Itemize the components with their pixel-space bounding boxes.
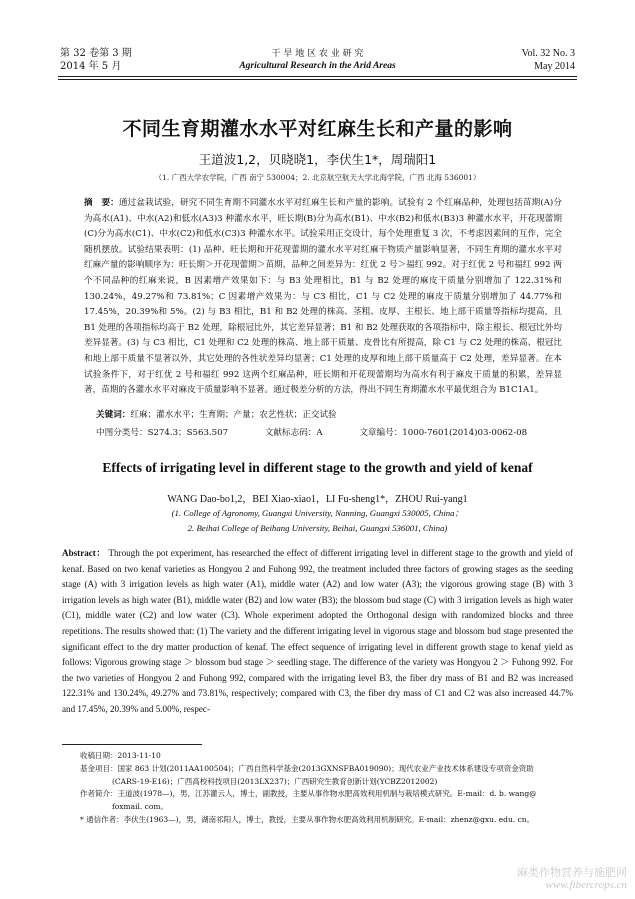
- date-cn: 2014 年 5 月: [60, 61, 122, 72]
- author-bio: 作者简介：王道波(1978—)，男，江苏灌云人，博士，副教授，主要从事作物水肥高效利用机制与栽培模式研究。E-mail：d. b. wang@: [80, 789, 537, 799]
- volume-issue-en: Vol. 32 No. 3: [521, 48, 575, 59]
- header-rule-thin: [58, 79, 577, 80]
- authors-cn: 王道波1,2，贝晓晓1，李伏生1*，周瑞阳1: [198, 152, 437, 167]
- abstract-cn-label: 摘 要：: [84, 198, 119, 208]
- affiliation-en-2: 2. Beihai College of Beihang University, Beihai, Guangxi 536001, China): [187, 523, 448, 533]
- classification-cn: [96, 426, 566, 438]
- corresponding-author: * 通信作者：李伏生(1963—)，男，湖南祁阳人，博士，教授，主要从事作物水肥高效利用机制研究。E-mail：zhenz@gxu. edu. cn。: [80, 814, 535, 824]
- paper-title-cn: 不同生育期灌水水平对红麻生长和产量的影响: [122, 118, 513, 140]
- date-en: May 2014: [534, 61, 575, 72]
- authors-en: WANG Dao-bo1,2，BEI Xiao-xiao1，LI Fu-sheng1*，ZHOU Rui-yang1: [167, 494, 468, 505]
- watermark-url: www.fibercrops.cn: [545, 879, 627, 891]
- abstract-cn: [84, 196, 562, 399]
- footnote-rule: [62, 744, 202, 745]
- clc-number: 中图分类号：S274.3；S563.507: [96, 428, 229, 438]
- abstract-cn-text: 通过盆栽试验，研究不同生育期不同灌水水平对红麻生长和产量的影响。试验有 2 个红麻品种，处理包括苗期(A)分为高水(A1)、中水(A2)和低水(A3)3 种灌水水平，旺长期(B)分为高水(B1)、中水(B2)和低水(B3)3 种灌水水平，开花现蕾期(C)分为高水(C1)、中水(C2)和低水(C3)3 种灌水水平。试验采用正交设计，每个处理重复 3 次，不考虑因素间的互作，完全随机摆放。试验结果表明：(1) 品种、旺长期和开花现蕾期的灌水水平对红麻干物质产量影响显著，不同生育期的灌水水平对红麻产量的影响顺序为：旺长期＞开花现蕾期＞苗期，品种之间差异为：红优 2 号＞福红 992。对于红优 2 号和福红 992 两个不同品种的红麻来说，B 因素增产效果如下：与 B3 处理相比，B1 与 B2 处理的麻皮干质量分别增加了 122.31%和 130.24%，49.27%和 73.81%；C 因素增产效果为：与 C3 相比，C1 与 C2 处理的麻皮干质量分别增加了 44.77%和 17.45%，20.39%和 5%。(2) 与 B3 相比，B1 和 B2 处理的株高、茎粗、皮厚、主根长、地上部干质量等指标均提高，且 B1 处理的各项指标均高于 B2 处理，除根冠比外，其它差异显著；B1 和 B2 处理获取的各项指标中，除主根长、根冠比外均差异显著。(3) 与 C3 相比，C1 处理和 C2 处理的株高、地上部干质量、皮骨比有所提高，除 C1 与 C2 处理的株高、根冠比和地上部干质量不显著以外，其它处理的各性状差异均显著；C1 处理的皮厚和地上部干质量高于 C2 处理，差异显著。在本试验条件下，对于红优 2 号和福红 992 这两个红麻品种，旺长期和开花现蕾期均为高水有利于麻皮干质量的积累，差异显著，苗期的各灌水水平对麻皮干质量影响不显著。通过极差分析的方法，得出不同生育期灌水水平最优组合为 B1C1A1。: [84, 198, 562, 396]
- paper-title-en: Effects of irrigating level in different stage to the growth and yield of kenaf: [102, 460, 533, 475]
- watermark-cn: 麻类作物营养与施肥网: [517, 866, 627, 879]
- author-bio-cont: foxmail. com。: [112, 802, 168, 812]
- journal-name-cn: 干 旱 地 区 农 业 研 究: [271, 49, 364, 59]
- abstract-en-label: Abstract：: [62, 548, 106, 558]
- watermark: [517, 866, 627, 892]
- affiliations-cn: （1. 广西大学农学院，广西 南宁 530004；2. 北京航空航天大学北海学院，广西 北海 536001）: [154, 173, 481, 182]
- received-date: 收稿日期：2013-11-10: [80, 751, 161, 760]
- header-rule-thick: [58, 76, 577, 77]
- fund-info: 基金项目：国家 863 计划(2011AA100504)；广西自然科学基金(2013GXNSFBA019090)；现代农业产业技术体系建设专项资金资助: [80, 763, 534, 773]
- abstract-en-text: Through the pot experiment, has researched the effect of different irrigating level in different stage to the growth and yield of kenaf. Based on two kenaf varieties as Hongyou 2 and Fuhong 992, the treatment included three factors of growing stages as the seeding stage (A) with 3 irrigation levels as high water (A1), middle water (A2) and low water (A3); the vigorous growing stage (B) with 3 irrigation levels as high water (B1), middle water (B2) and low water (B3); the blossom bud stage (C) with 3 irrigation levels as high water (C1), middle water (C2) and low water (C3). Whole experiment adopted the Orthogonal design with randomized blocks and three repetitions. The results showed that: (1) The variety and the different irrigating level in vigorous stage and blossom bud stage presented the significant effect to the dry matter production of kenaf. The effect sequence of irrigating level in different growth stage to kenaf yield as follows: Vigorous growing stage ＞ blossom bud stage ＞ seedling stage. The difference of the variety was Hongyou 2 ＞ Fuhong 992. For the two varieties of Hongyou 2 and Fuhong 992, compared with the irrigating level B3, the fiber dry mass of B1 and B2 was increased 122.31% and 130.24%, 49.27% and 73.81%, respectively; compared with C3, the fiber dry mass of C1 and C2 was also increased 44.7% and 17.45%, 20.39% and 5.00%, respec-: [62, 548, 574, 714]
- fund-info-cont: (CARS-19-E16)；广西高校科技项目(2013LX237)；广西研究生教育创新计划(YCBZ2012002): [112, 776, 438, 786]
- affiliation-en-1: (1. College of Agronomy, Guangxi University, Nanning, Guangxi 530005, China；: [171, 508, 464, 518]
- volume-issue-cn: 第 32 卷第 3 期: [60, 48, 132, 59]
- keywords-cn-text: 红麻；灌水水平；生育期；产量；农艺性状；正交试验: [130, 410, 337, 420]
- article-number: 文章编号：1000-7601(2014)03-0062-08: [359, 428, 528, 438]
- footnotes: [80, 750, 575, 827]
- journal-name-en: Agricultural Research in the Arid Areas: [239, 61, 396, 71]
- document-code: 文献标志码：A: [264, 428, 323, 438]
- affiliations-en: [0, 506, 635, 536]
- keywords-cn-label: 关键词：: [96, 410, 131, 420]
- journal-issue-en: [522, 47, 575, 73]
- abstract-en: [62, 546, 573, 718]
- keywords-cn: [96, 408, 556, 420]
